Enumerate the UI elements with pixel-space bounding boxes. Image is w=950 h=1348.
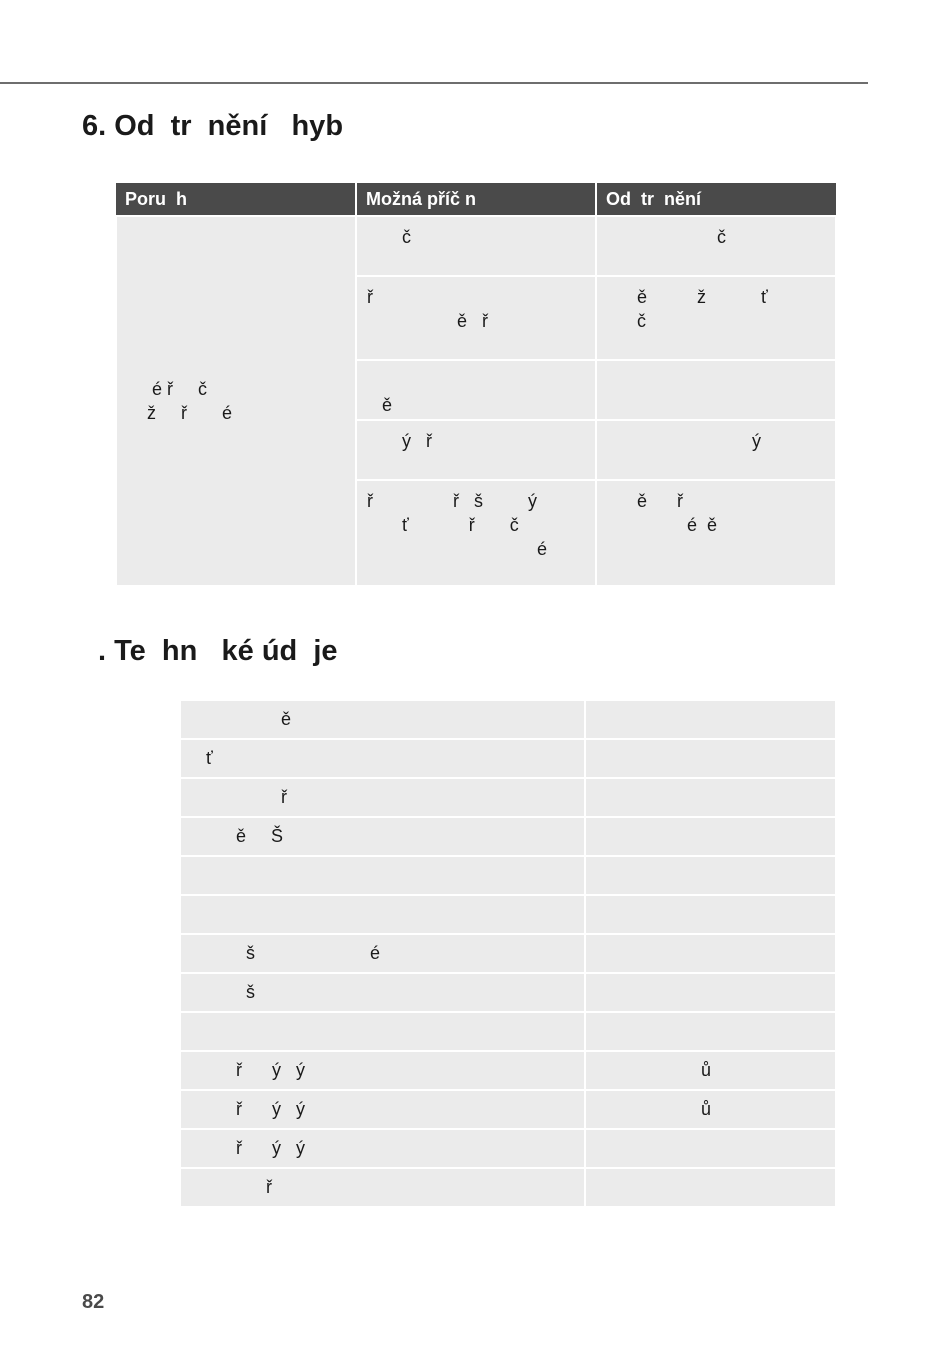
table-row: [180, 856, 836, 895]
table-row: [180, 973, 836, 1012]
spec-value: [585, 778, 836, 817]
table-row: [180, 1051, 836, 1090]
column-header-remedy: Od tr nění: [596, 183, 836, 216]
table-row: [116, 216, 836, 276]
table-row: [180, 739, 836, 778]
spec-value: [585, 1168, 836, 1207]
remedy-cell: ý: [596, 420, 836, 480]
spec-value: ů: [585, 1090, 836, 1129]
spec-label: ť: [180, 739, 585, 778]
remedy-cell: ě ř é ě: [596, 480, 836, 586]
spec-label: ř: [180, 778, 585, 817]
column-header-problem: Poru h: [116, 183, 356, 216]
spec-label: ě: [180, 700, 585, 739]
spec-value: [585, 856, 836, 895]
table-row: [180, 778, 836, 817]
spec-value: [585, 1012, 836, 1051]
spec-label: ř ý ý: [180, 1129, 585, 1168]
spec-label: ě Š: [180, 817, 585, 856]
spec-value: [585, 934, 836, 973]
cause-cell: ý ř: [356, 420, 596, 480]
remedy-cell: [596, 360, 836, 420]
cause-cell: ř ř š ý ť ř č é: [356, 480, 596, 586]
spec-label: š é: [180, 934, 585, 973]
table-row: [180, 934, 836, 973]
spec-value: [585, 895, 836, 934]
spec-value: [585, 739, 836, 778]
cause-cell: č: [356, 216, 596, 276]
spec-value: ů: [585, 1051, 836, 1090]
spec-label: ř ý ý: [180, 1090, 585, 1129]
technical-data-table: [179, 699, 837, 1208]
table-row: [180, 1012, 836, 1051]
header-rule: [0, 82, 868, 84]
table-row: [180, 817, 836, 856]
spec-label: ř ý ý: [180, 1051, 585, 1090]
technical-data-heading: . Te hn ké úd je: [98, 635, 338, 667]
table-row: [180, 1168, 836, 1207]
spec-label: [180, 856, 585, 895]
table-row: [180, 1129, 836, 1168]
remedy-cell: ě ž ť č: [596, 276, 836, 360]
column-header-cause: Možná příč n: [356, 183, 596, 216]
spec-value: [585, 817, 836, 856]
troubleshooting-table: [115, 183, 837, 587]
spec-value: [585, 1129, 836, 1168]
spec-label: ř: [180, 1168, 585, 1207]
cause-cell: ě: [356, 360, 596, 420]
spec-label: [180, 1012, 585, 1051]
page-number: 82: [82, 1291, 105, 1313]
troubleshooting-header-row: [116, 183, 836, 216]
table-row: [180, 1090, 836, 1129]
spec-label: š: [180, 973, 585, 1012]
remedy-cell: č: [596, 216, 836, 276]
table-row: [180, 700, 836, 739]
spec-value: [585, 700, 836, 739]
troubleshooting-heading: 6. Od tr nění hyb: [82, 110, 344, 142]
problem-cell: é ř č ž ř é: [116, 216, 356, 586]
table-row: [180, 895, 836, 934]
spec-label: [180, 895, 585, 934]
spec-value: [585, 973, 836, 1012]
cause-cell: ř ě ř: [356, 276, 596, 360]
